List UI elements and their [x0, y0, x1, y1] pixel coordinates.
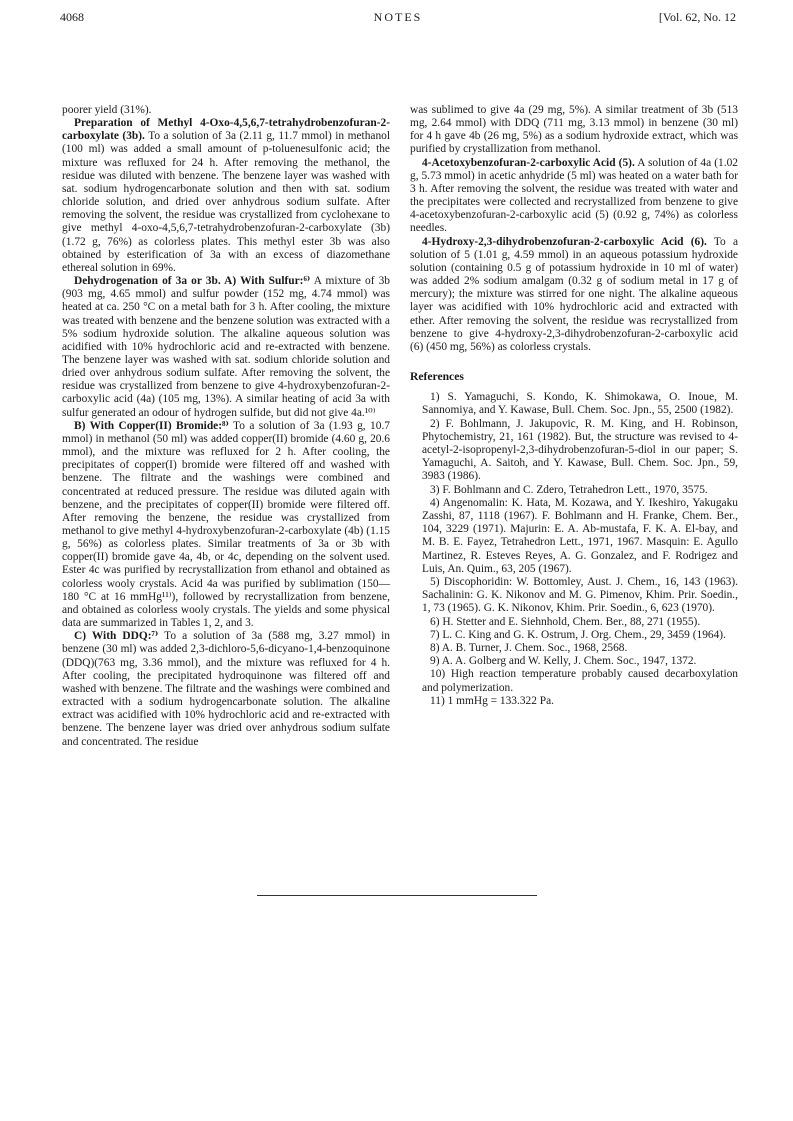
- paragraph-body: A mixture of 3b (903 mg, 4.65 mmol) and sulfur powder (152 mg, 4.74 mmol) was heated at ca. 250 °C on a metal bath for 3 h. After cooling, the mixture was treated with benzene and the benzene solution was extracted with a 5% sodium hydroxide solution. The alkaline aqueous solution was acidified with 10% hydrochloric acid and re-extracted with benzene. The benzene layer was washed with sat. sodium chloride solution and dried over anhydrous sodium sulfate. After removing the solvent, the residue was crystallized from benzene to give 4-hydroxybenzofuran-2-carboxylic acid (4a) (105 mg, 13%). A similar heating of acid 3a with sulfur generated an odour of hydrogen sulfide, but did not give 4a.¹⁰⁾: [62, 275, 390, 419]
- left-column: [62, 104, 390, 749]
- paragraph-body: A solution of 4a (1.02 g, 5.73 mmol) in acetic anhydride (5 ml) was heated on a water bath for 3 h. After removing the solvent, the residue was treated with water and the precipitates were collected and recrystallized from benzene to give 4-acetoxybenzofuran-2-carboxylic acid (5) (0.92 g, 74%) as colorless needles.: [410, 156, 738, 235]
- right-column: [410, 104, 738, 708]
- reference-item: 4) Angenomalin: K. Hata, M. Kozawa, and Y. Ikeshiro, Yakugaku Zasshi, 87, 1118 (1967). F. Bohlmann and H. Franke, Chem. Ber., 104, 3229 (1971). Majurin: E. A. Ab-mustafa, F. K. A. El-bay, and M. B. E. Fayez, Tetrahedron Lett., 1971, 1967. Masquin: E. Agullo Martinez, R. Esteves Reyes, A. G. Gonzalez, and F. Rodrigez and Luis, An. Quim., 63, 205 (1967).: [422, 496, 738, 575]
- reference-item: 9) A. A. Golberg and W. Kelly, J. Chem. Soc., 1947, 1372.: [430, 655, 697, 668]
- volume-issue: [Vol. 62, No. 12: [658, 10, 736, 24]
- paragraph: [62, 630, 390, 748]
- paragraph-heading: 4-Acetoxybenzofuran-2-carboxylic Acid (5).: [422, 156, 635, 169]
- paragraph-body: To a solution of 3a (588 mg, 3.27 mmol) in benzene (30 ml) was added 2,3-dichloro-5,6-dicyano-1,4-benzoquinone (DDQ)(763 mg, 3.36 mmol), and the mixture was refluxed for 4 h. After cooling, the precipitated hydroquinone was filtered off and washed with benzene. The filtrate and the washings were combined and extracted with a sodium hydrogencarbonate solution. The alkaline extract was acidified with 10% hydrochloric acid and re-extracted with benzene. The benzene layer was dried over anhydrous sodium sulfate and concentrated. The residue: [62, 630, 390, 748]
- reference-item: 7) L. C. King and G. K. Ostrum, J. Org. Chem., 29, 3459 (1964).: [430, 628, 726, 641]
- reference-item: 1) S. Yamaguchi, S. Kondo, K. Shimokawa, O. Inoue, M. Sannomiya, and Y. Kawase, Bull. Chem. Soc. Jpn., 55, 2500 (1982).: [422, 391, 738, 417]
- paragraph-heading: B) With Copper(II) Bromide:⁸⁾: [74, 419, 229, 432]
- paragraph-body: To a solution of 3a (1.93 g, 10.7 mmol) in methanol (50 ml) was added copper(II) bromide (4.60 g, 20.6 mmol), and the mixture was refluxed for 2 h. After cooling, the precipitates of copper(I) bromide were filtered off and washed with benzene. The filtrate and the washings were combined and concentrated at reduced pressure. The residue was diluted again with benzene, and the precipitates of copper(II) bromide were filtered off. After removing the benzene, the residue was crystallized from methanol to give methyl 4-hydroxybenzofuran-2-carboxylate (4b) (1.15 g, 56%) as colorless plates. Similar treatments of 3a or 3b with copper(II) bromide gave 4a, 4b, or 4c, depending on the solvent used. Ester 4c was purified by recrystallization from ethanol and obtained as colorless wooly crystals. Acid 4a was purified by sublimation (150—180 °C at 16 mmHg¹¹⁾), followed by recrystallization from benzene, and obtained as colorless wooly crystals. The yields and some physical data are summarized in Tables 1, 2, and 3.: [62, 419, 390, 630]
- paragraph: was sublimed to give 4a (29 mg, 5%). A similar treatment of 3b (513 mg, 2.64 mmol) with DDQ (711 mg, 3.13 mmol) in benzene (30 ml) for 4 h gave 4b (26 mg, 5%) as a sodium hydroxide extract, which was purified by crystallization from methanol.: [410, 104, 738, 156]
- end-rule: [257, 895, 537, 896]
- paragraph-heading: C) With DDQ:⁷⁾: [74, 630, 159, 643]
- paragraph: poorer yield (31%).: [62, 104, 152, 116]
- paragraph-body: To a solution of 5 (1.01 g, 4.59 mmol) in an aqueous potassium hydroxide solution (containing 0.5 g of potassium hydroxide in 10 ml of water) was added 2% sodium amalgam (0.32 g of sodium metal in 17 g of mercury); the mixture was stirred for one night. The alkaline aqueous layer was acidified with 10% hydrochloric acid and extracted with ether. After removing the solvent, the residue was recrystallized from benzene to give 4-hydroxy-2,3-dihydrobenzofuran-2-carboxylic acid (6) (450 mg, 56%) as colorless crystals.: [410, 235, 738, 353]
- page-number: 4068: [60, 10, 84, 24]
- reference-item: 10) High reaction temperature probably caused decarboxylation and polymerization.: [422, 668, 738, 694]
- paragraph: [62, 117, 390, 275]
- paragraph: [62, 275, 390, 420]
- paragraph-body: To a solution of 3a (2.11 g, 11.7 mmol) in methanol (100 ml) was added a small amount of p-toluenesulfonic acid; the mixture was refluxed for 24 h. After removing the methanol, the residue was diluted with benzene. The benzene layer was washed with sat. sodium hydrogencarbonate solution and then with sat. sodium chloride solution, and dried over anhydrous sodium sulfate. After removing the solvent, the residue was crystallized from cyclohexane to give methyl 4-oxo-4,5,6,7-tetrahydrobenzofuran-2-carboxylate (3b) (1.72 g, 76%) as colorless plates. This methyl ester 3b was also obtained by esterification of 3a with an excess of diazomethane ethereal solution in 69%.: [62, 130, 390, 274]
- page-header: [60, 10, 736, 30]
- paragraph-heading: 4-Hydroxy-2,3-dihydrobenzofuran-2-carboxylic Acid (6).: [422, 235, 707, 248]
- reference-item: 5) Discophoridin: W. Bottomley, Aust. J. Chem., 16, 143 (1963). Sachalinin: G. K. Nikonov and M. G. Pimenov, Khim. Prir. Soedin., 1, 73 (1965). G. K. Nikonov, Khim. Prir. Soedin., 6, 623 (1970).: [422, 575, 738, 615]
- paragraph: [410, 157, 738, 236]
- paragraph: [62, 420, 390, 631]
- reference-item: 3) F. Bohlmann and C. Zdero, Tetrahedron Lett., 1970, 3575.: [430, 483, 708, 496]
- reference-item: 6) H. Stetter and E. Siehnhold, Chem. Ber., 88, 271 (1955).: [430, 615, 701, 628]
- references-list: [410, 391, 738, 708]
- reference-item: 11) 1 mmHg = 133.322 Pa.: [430, 694, 555, 707]
- paragraph-heading: Preparation of Methyl 4-Oxo-4,5,6,7-tetrahydrobenzofuran-2-carboxylate (3b).: [62, 117, 390, 143]
- reference-item: 8) A. B. Turner, J. Chem. Soc., 1968, 2568.: [430, 641, 628, 654]
- paragraph: [410, 236, 738, 354]
- references-heading: References: [410, 369, 464, 383]
- paragraph-heading: Dehydrogenation of 3a or 3b. A) With Sulfur:⁶⁾: [74, 275, 311, 288]
- reference-item: 2) F. Bohlmann, J. Jakupovic, R. M. King, and H. Robinson, Phytochemistry, 21, 161 (1982). But, the structure was revised to 4-acetyl-2-isopropenyl-2,3-dihydrobenzofuran-5-diol in our paper; S. Yamaguchi, A. Saitoh, and Y. Kawase, Bull. Chem. Soc. Jpn., 59, 3983 (1986).: [422, 417, 738, 483]
- section-title: NOTES: [373, 10, 423, 24]
